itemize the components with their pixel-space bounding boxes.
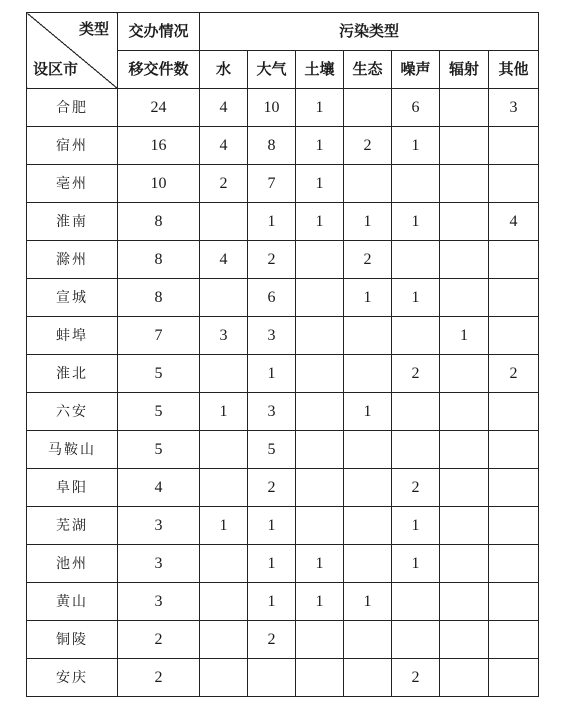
table-row — [27, 279, 539, 317]
table-row — [27, 89, 539, 127]
value-cell — [489, 241, 539, 279]
value-cell — [296, 355, 344, 393]
value-cell: 10 — [118, 165, 200, 203]
corner-label-city: 设区市 — [33, 60, 79, 78]
value-cell: 3 — [248, 393, 296, 431]
value-cell — [296, 507, 344, 545]
value-cell: 5 — [248, 431, 296, 469]
value-cell: 2 — [392, 659, 440, 697]
value-cell — [440, 241, 489, 279]
value-cell — [489, 583, 539, 621]
value-cell — [344, 545, 392, 583]
value-cell: 24 — [118, 89, 200, 127]
value-cell — [200, 431, 248, 469]
value-cell: 4 — [118, 469, 200, 507]
value-cell: 6 — [248, 279, 296, 317]
value-cell — [440, 127, 489, 165]
value-cell — [344, 659, 392, 697]
value-cell: 2 — [489, 355, 539, 393]
value-cell: 8 — [118, 241, 200, 279]
value-cell — [344, 355, 392, 393]
value-cell: 1 — [440, 317, 489, 355]
value-cell: 3 — [248, 317, 296, 355]
value-cell: 2 — [344, 241, 392, 279]
column-header-other: 其他 — [489, 51, 539, 89]
value-cell — [200, 545, 248, 583]
city-cell: 滁州 — [27, 241, 118, 279]
table-row — [27, 431, 539, 469]
city-cell: 蚌埠 — [27, 317, 118, 355]
value-cell: 1 — [248, 545, 296, 583]
value-cell — [440, 507, 489, 545]
value-cell: 2 — [248, 621, 296, 659]
city-cell: 芜湖 — [27, 507, 118, 545]
value-cell: 2 — [392, 469, 440, 507]
value-cell: 3 — [118, 583, 200, 621]
city-cell: 阜阳 — [27, 469, 118, 507]
city-cell: 铜陵 — [27, 621, 118, 659]
value-cell: 2 — [344, 127, 392, 165]
value-cell — [489, 659, 539, 697]
value-cell: 1 — [296, 165, 344, 203]
value-cell: 1 — [392, 127, 440, 165]
column-header-transfer-count: 移交件数 — [118, 51, 200, 89]
value-cell — [296, 431, 344, 469]
value-cell: 1 — [392, 507, 440, 545]
value-cell: 1 — [296, 127, 344, 165]
value-cell — [200, 583, 248, 621]
value-cell: 1 — [296, 89, 344, 127]
value-cell — [296, 279, 344, 317]
table-row — [27, 127, 539, 165]
city-cell: 宿州 — [27, 127, 118, 165]
value-cell: 1 — [200, 507, 248, 545]
value-cell — [489, 469, 539, 507]
value-cell: 1 — [392, 279, 440, 317]
value-cell — [344, 165, 392, 203]
value-cell: 1 — [392, 545, 440, 583]
value-cell — [489, 127, 539, 165]
value-cell: 4 — [200, 241, 248, 279]
column-header-soil: 土壤 — [296, 51, 344, 89]
value-cell — [392, 431, 440, 469]
value-cell — [440, 279, 489, 317]
value-cell — [344, 469, 392, 507]
value-cell: 5 — [118, 393, 200, 431]
table-row — [27, 203, 539, 241]
value-cell — [489, 431, 539, 469]
value-cell — [248, 659, 296, 697]
corner-cell — [27, 13, 118, 89]
value-cell: 1 — [296, 203, 344, 241]
value-cell: 8 — [248, 127, 296, 165]
city-cell: 安庆 — [27, 659, 118, 697]
value-cell — [489, 621, 539, 659]
value-cell: 1 — [344, 393, 392, 431]
value-cell: 1 — [296, 545, 344, 583]
value-cell — [296, 469, 344, 507]
value-cell: 1 — [248, 355, 296, 393]
value-cell — [489, 545, 539, 583]
value-cell — [392, 393, 440, 431]
column-header-water: 水 — [200, 51, 248, 89]
value-cell — [296, 241, 344, 279]
pollution-handover-table — [26, 12, 539, 697]
value-cell — [296, 659, 344, 697]
value-cell — [440, 659, 489, 697]
value-cell: 1 — [200, 393, 248, 431]
value-cell: 4 — [200, 127, 248, 165]
table-row — [27, 355, 539, 393]
value-cell — [344, 507, 392, 545]
table-row — [27, 507, 539, 545]
value-cell: 3 — [200, 317, 248, 355]
value-cell — [344, 89, 392, 127]
value-cell: 2 — [248, 241, 296, 279]
value-cell: 3 — [118, 545, 200, 583]
value-cell — [489, 165, 539, 203]
value-cell — [440, 545, 489, 583]
value-cell: 1 — [344, 583, 392, 621]
value-cell: 5 — [118, 355, 200, 393]
city-cell: 六安 — [27, 393, 118, 431]
value-cell: 1 — [248, 203, 296, 241]
value-cell — [440, 621, 489, 659]
value-cell — [440, 469, 489, 507]
value-cell — [489, 279, 539, 317]
value-cell — [296, 393, 344, 431]
value-cell — [200, 469, 248, 507]
value-cell: 1 — [248, 507, 296, 545]
table-row — [27, 659, 539, 697]
value-cell: 7 — [118, 317, 200, 355]
column-header-air: 大气 — [248, 51, 296, 89]
value-cell — [489, 507, 539, 545]
value-cell: 2 — [392, 355, 440, 393]
column-header-noise: 噪声 — [392, 51, 440, 89]
value-cell — [200, 355, 248, 393]
table-row — [27, 393, 539, 431]
value-cell: 2 — [118, 621, 200, 659]
city-cell: 黄山 — [27, 583, 118, 621]
value-cell — [296, 317, 344, 355]
value-cell — [200, 659, 248, 697]
value-cell: 3 — [118, 507, 200, 545]
city-cell: 马鞍山 — [27, 431, 118, 469]
value-cell: 1 — [392, 203, 440, 241]
value-cell — [200, 621, 248, 659]
value-cell: 1 — [344, 279, 392, 317]
city-cell: 合肥 — [27, 89, 118, 127]
value-cell — [392, 241, 440, 279]
column-header-radiation: 辐射 — [440, 51, 489, 89]
value-cell — [392, 165, 440, 203]
value-cell — [344, 317, 392, 355]
value-cell — [440, 89, 489, 127]
value-cell — [440, 393, 489, 431]
value-cell — [392, 621, 440, 659]
header-row-1 — [27, 13, 539, 51]
value-cell — [440, 431, 489, 469]
city-cell: 宣城 — [27, 279, 118, 317]
city-cell: 淮北 — [27, 355, 118, 393]
value-cell: 16 — [118, 127, 200, 165]
table-row — [27, 165, 539, 203]
value-cell: 1 — [296, 583, 344, 621]
handover-group-header: 交办情况 — [118, 13, 200, 51]
table-row — [27, 621, 539, 659]
column-header-ecology: 生态 — [344, 51, 392, 89]
value-cell: 4 — [489, 203, 539, 241]
table-row — [27, 241, 539, 279]
value-cell — [489, 393, 539, 431]
corner-label-type: 类型 — [78, 20, 109, 38]
value-cell: 1 — [344, 203, 392, 241]
value-cell — [489, 317, 539, 355]
value-cell: 4 — [200, 89, 248, 127]
table-row — [27, 545, 539, 583]
pollution-group-header: 污染类型 — [200, 13, 539, 51]
value-cell — [440, 355, 489, 393]
value-cell: 3 — [489, 89, 539, 127]
value-cell: 8 — [118, 203, 200, 241]
value-cell — [440, 583, 489, 621]
value-cell: 5 — [118, 431, 200, 469]
value-cell — [392, 317, 440, 355]
value-cell: 8 — [118, 279, 200, 317]
table-row — [27, 469, 539, 507]
value-cell: 2 — [118, 659, 200, 697]
value-cell — [440, 203, 489, 241]
value-cell: 6 — [392, 89, 440, 127]
value-cell — [392, 583, 440, 621]
city-cell: 亳州 — [27, 165, 118, 203]
value-cell: 10 — [248, 89, 296, 127]
table-row — [27, 317, 539, 355]
value-cell: 2 — [200, 165, 248, 203]
table-row — [27, 583, 539, 621]
value-cell: 2 — [248, 469, 296, 507]
value-cell: 1 — [248, 583, 296, 621]
value-cell — [344, 621, 392, 659]
value-cell — [296, 621, 344, 659]
value-cell — [344, 431, 392, 469]
value-cell — [200, 203, 248, 241]
city-cell: 淮南 — [27, 203, 118, 241]
value-cell: 7 — [248, 165, 296, 203]
city-cell: 池州 — [27, 545, 118, 583]
value-cell — [200, 279, 248, 317]
value-cell — [440, 165, 489, 203]
